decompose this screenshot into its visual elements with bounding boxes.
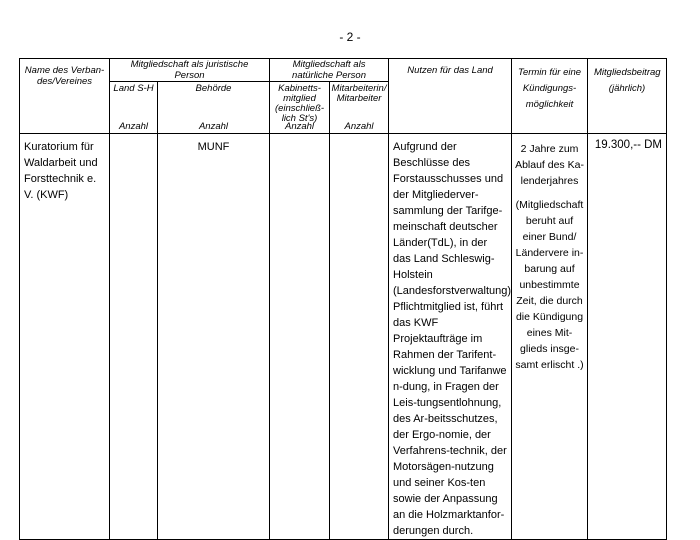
land-sh-cell	[110, 134, 158, 540]
membership-table	[19, 58, 667, 540]
header-termin: Termin für eine Kündigungs-möglichkeit	[512, 59, 588, 134]
header-nutzen: Nutzen für das Land	[389, 59, 512, 134]
table-row	[20, 134, 667, 540]
header-behoerde: Behörde Anzahl	[158, 82, 270, 134]
beitrag-cell: 19.300,-- DM	[588, 134, 667, 540]
header-mitarbeiter: Mitarbeiterin/ Mitarbeiter Anzahl	[330, 82, 389, 134]
termin-note: (Mitgliedschaft beruht auf einer Bund/ Ländervere in-barung auf unbestimmte Zeit, die durch die Kündigung eines Mit-glieds insge-samt erlischt .)	[515, 199, 584, 371]
organization-cell: Kuratorium für Waldarbeit und Forsttechnik e. V. (KWF)	[20, 134, 110, 540]
kabinett-cell	[270, 134, 330, 540]
nutzen-cell: Aufgrund der Beschlüsse des Forstausschusses und der Mitgliederver-sammlung der Tarifge-meinschaft deutscher Länder(TdL), in der das Land Schleswig-Holstein (Landesforstverwaltung) Pflichtmitglied ist, führt das KWF Projektaufträge im Rahmen der Tarifent-wicklung und Tarifanwe n-dung, in Fragen der Leis-tungsentlohnung, des Ar-beitsschutzes, der Ergo-nomie, der Verfahrens-technik, der Motorsägen-nutzung und seiner Kos-ten sowie der Anpassung an die Holzmarktanfor-derungen durch.	[389, 134, 512, 540]
header-beitrag: Mitgliedsbeitrag (jährlich)	[588, 59, 667, 134]
header-land-sh: Land S-H Anzahl	[110, 82, 158, 134]
mitarbeiter-cell	[330, 134, 389, 540]
anzahl-label: Anzahl	[198, 121, 229, 132]
header-kabinettsmitglied: Kabinetts-mitglied (einschließ-lich St's) Anzahl	[270, 82, 330, 134]
header-name: Name des Verban-des/Vereines	[20, 59, 110, 134]
termin-cell	[512, 134, 588, 540]
anzahl-label: Anzahl	[284, 121, 315, 132]
header-juristische-person: Mitgliedschaft als juristische Person	[110, 59, 270, 82]
anzahl-label: Anzahl	[118, 121, 149, 132]
anzahl-label: Anzahl	[344, 121, 374, 132]
header-natuerliche-person: Mitgliedschaft als natürliche Person	[270, 59, 389, 82]
termin-period: 2 Jahre zum Ablauf des Ka-lenderjahres	[515, 143, 584, 187]
page-number: - 2 -	[339, 30, 361, 44]
behoerde-cell: MUNF	[158, 134, 270, 540]
